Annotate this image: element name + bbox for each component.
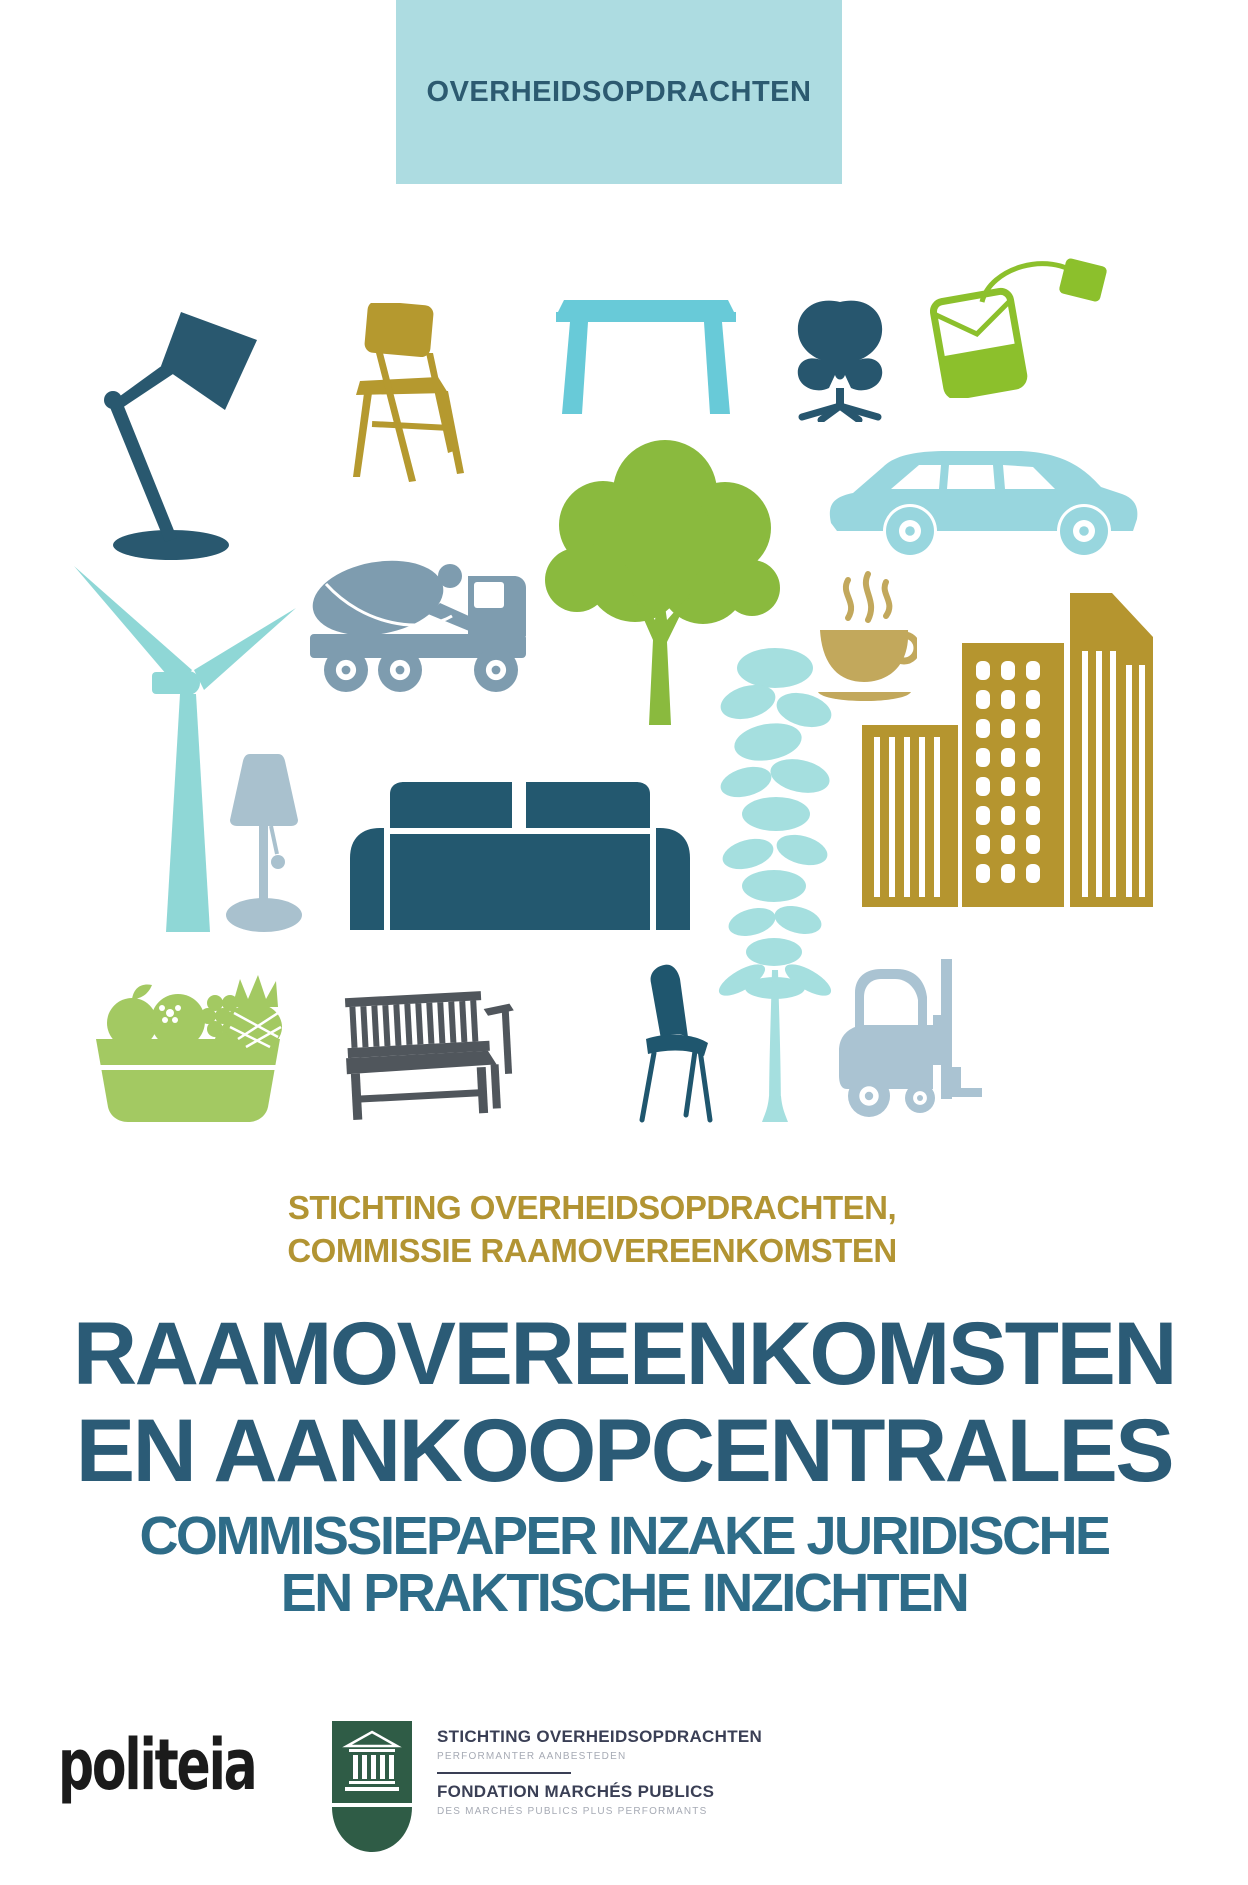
table-icon xyxy=(552,296,740,414)
subtitle-line2: EN PRAKTISCHE INZICHTEN xyxy=(280,1563,968,1623)
title-line2: EN AANKOOPCENTRALES xyxy=(75,1400,1173,1500)
byline-line1: STICHTING OVERHEIDSOPDRACHTEN, xyxy=(287,1189,897,1226)
foundation-logo-text xyxy=(437,1727,837,1818)
foundation-tagline-fr: DES MARCHÉS PUBLICS PLUS PERFORMANTS xyxy=(437,1806,708,1817)
publisher-logo: politeia xyxy=(58,1724,256,1806)
bench-icon xyxy=(338,988,516,1123)
swan-chair-icon xyxy=(788,298,892,422)
tall-tree-icon xyxy=(712,640,838,1122)
foundation-shield-icon xyxy=(332,1721,412,1852)
page-title xyxy=(0,1305,1248,1499)
car-icon xyxy=(825,443,1143,558)
chair-icon xyxy=(634,963,714,1123)
cement-truck-icon xyxy=(300,540,535,698)
foundation-name-fr: FONDATION MARCHÉS PUBLICS xyxy=(437,1782,715,1801)
fruit-basket-icon xyxy=(88,975,288,1122)
forklift-icon xyxy=(835,955,983,1122)
desk-lamp-icon xyxy=(85,298,281,562)
foundation-tagline-nl: PERFORMANTER AANBESTEDEN xyxy=(437,1751,627,1762)
byline-line2: COMMISSIE RAAMOVEREENKOMSTEN xyxy=(287,1232,897,1269)
title-line1: RAAMOVEREENKOMSTEN xyxy=(72,1303,1176,1403)
folding-chair-icon xyxy=(352,303,470,485)
byline xyxy=(242,1186,942,1272)
foundation-name-nl: STICHTING OVERHEIDSOPDRACHTEN xyxy=(437,1727,763,1746)
category-label: OVERHEIDSOPDRACHTEN xyxy=(426,75,812,108)
buildings-icon xyxy=(858,585,1155,907)
sofa-icon xyxy=(350,782,690,935)
table-lamp-icon xyxy=(224,752,304,934)
page-subtitle xyxy=(0,1508,1248,1622)
foundation-divider xyxy=(437,1772,571,1774)
subtitle-line1: COMMISSIEPAPER INZAKE JURIDISCHE xyxy=(139,1506,1109,1566)
tea-bag-icon xyxy=(930,250,1115,398)
